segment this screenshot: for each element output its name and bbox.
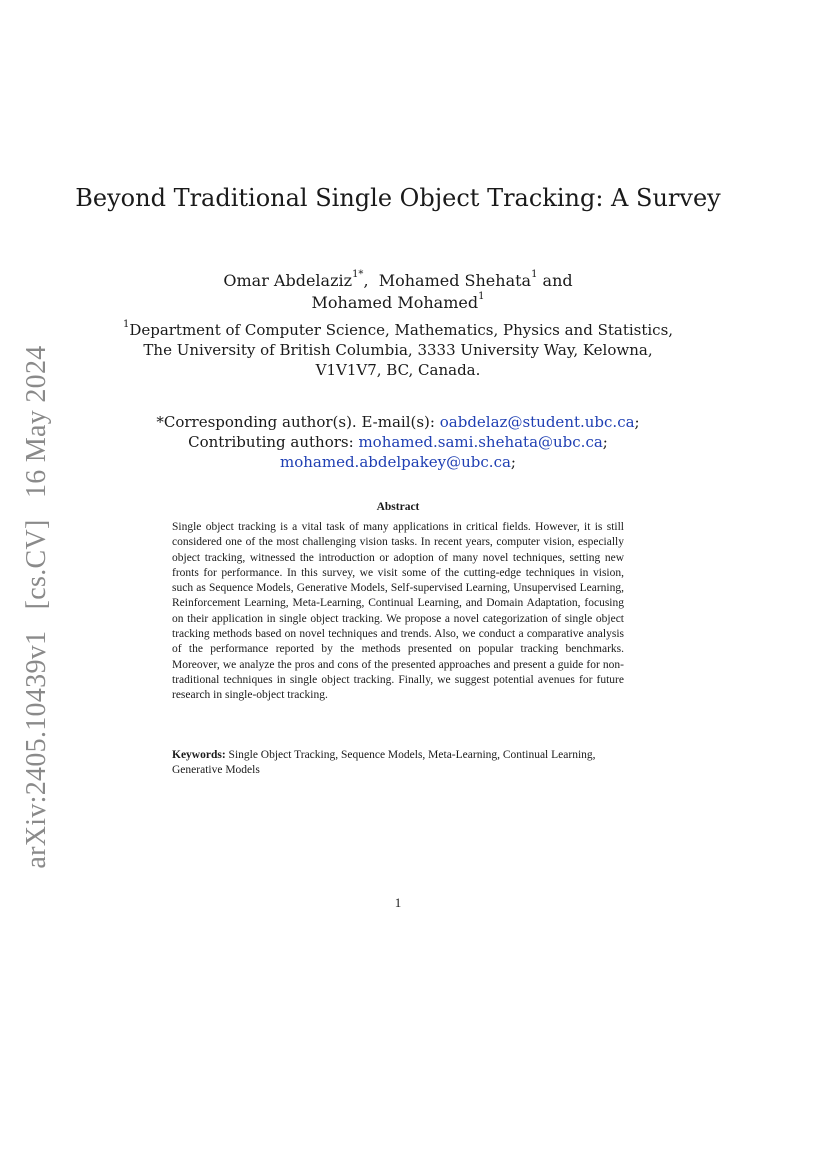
author-name: Omar Abdelaziz — [223, 271, 353, 290]
separator: ; — [510, 453, 516, 471]
corresponding-email-link[interactable]: oabdelaz@student.ubc.ca — [439, 413, 635, 431]
author-name: Mohamed Shehata — [378, 271, 532, 290]
arxiv-category: [cs.CV] — [21, 519, 52, 610]
contact-info — [0, 412, 796, 472]
affiliation-marker: 1 — [122, 319, 130, 330]
separator: ; — [634, 413, 640, 431]
contributing-label: Contributing authors: — [188, 433, 354, 451]
separator: ; — [602, 433, 608, 451]
page-number: 1 — [394, 895, 402, 910]
paper-title: Beyond Traditional Single Object Tracking: A Survey — [75, 184, 721, 212]
affiliation — [0, 320, 796, 380]
keywords-label: Keywords: — [172, 749, 226, 761]
arxiv-id[interactable]: arXiv:2405.10439v1 — [21, 630, 52, 869]
author-affil-marker: 1 — [531, 269, 538, 280]
author-affil-marker: 1 — [478, 291, 485, 302]
contributing-email-link[interactable]: mohamed.sami.shehata@ubc.ca — [358, 433, 603, 451]
author-affil-marker: 1* — [352, 269, 364, 280]
author-list: Omar Abdelaziz$^{1*}$, Mohamed Shehata$^1$ and Mohamed Mohamed$^1$ — [223, 269, 573, 312]
affiliation-line: Department of Computer Science, Mathematics, Physics and Statistics, — [129, 321, 674, 339]
affiliation-line: V1V1V7, BC, Canada. — [315, 361, 481, 379]
author-conjunction: and — [542, 271, 573, 290]
keywords-text: Single Object Tracking, Sequence Models, Meta-Learning, Continual Learning, Generative Models — [172, 749, 596, 776]
abstract-heading: Abstract — [376, 501, 420, 513]
keywords — [172, 748, 624, 778]
author-name: Mohamed Mohamed — [311, 293, 479, 312]
abstract-body: Single object tracking is a vital task of many applications in critical fields. However, it is still considered one of the most challenging vision tasks. In recent years, computer vision, especially object tracking, witnessed the introduction or adoption of many novel techniques, setting new fronts for performance. In this survey, we visit some of the cutting-edge techniques in vision, such as Sequence Models, Generative Models, Self-supervised Learning, Unsupervised Learning, Reinforcement Learning, Meta-Learning, Continual Learning, and Domain Adaptation, focusing on their application in single object tracking. We propose a novel categorization of single object tracking methods based on novel techniques and trends. Also, we conduct a comparative analysis of the performance reported by the methods presented on popular tracking benchmarks. Moreover, we analyze the pros and cons of the presented approaches and present a guide for non-traditional techniques in single object tracking. Finally, we suggest potential avenues for future research in single-object tracking. — [172, 521, 624, 702]
affiliation-line: The University of British Columbia, 3333 University Way, Kelowna, — [143, 341, 653, 359]
contributing-email-link[interactable]: mohamed.abdelpakey@ubc.ca — [280, 453, 511, 471]
corresponding-label: *Corresponding author(s). E-mail(s): — [156, 413, 435, 431]
arxiv-date: 16 May 2024 — [21, 345, 52, 499]
